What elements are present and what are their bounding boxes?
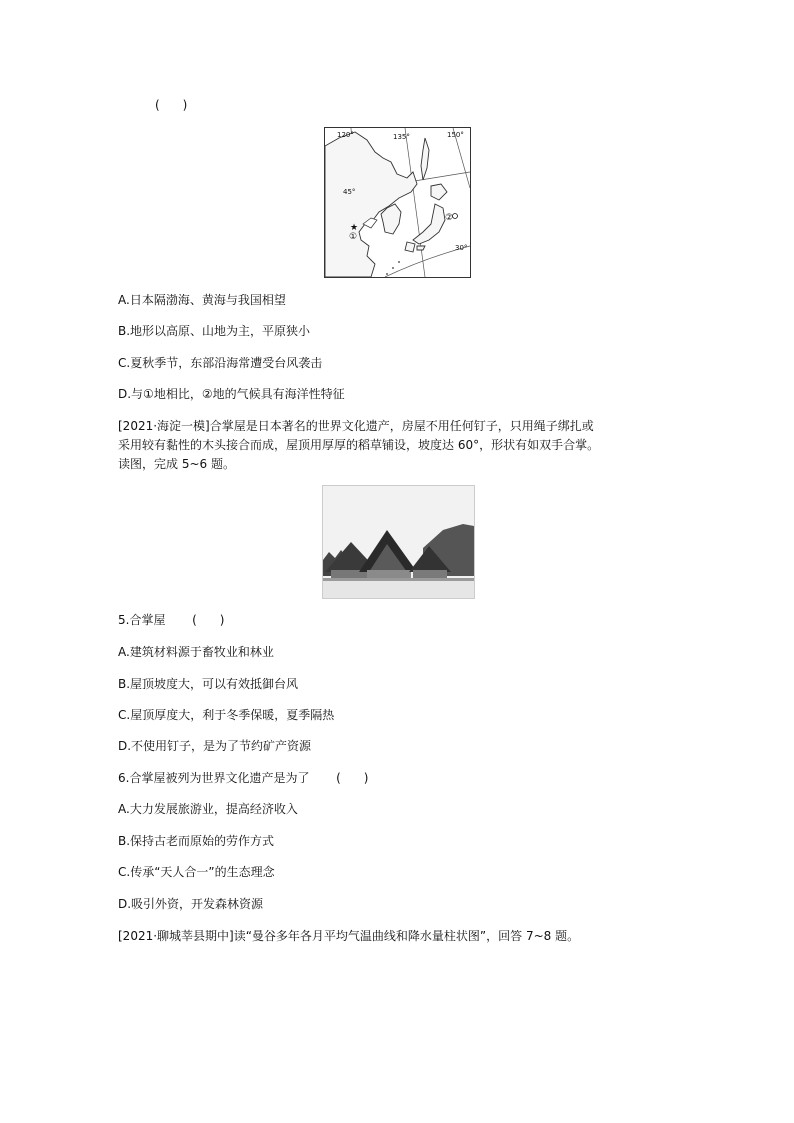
intro-7-8: [2021·聊城莘县期中]读“曼谷多年各月平均气温曲线和降水量柱状图”，回答 7~8 题。 — [118, 929, 580, 943]
q5-stem: 5.合掌屋 ( ) — [118, 613, 225, 627]
intro-5-6-line-3: 读图，完成 5~6 题。 — [118, 457, 235, 471]
sakhalin-island — [421, 138, 429, 180]
photo-svg — [323, 486, 474, 598]
lon-label-135: 135° — [393, 133, 410, 141]
q5-option-a: A.建筑材料源于畜牧业和林业 — [118, 645, 274, 659]
shikoku-island — [417, 246, 425, 250]
lat-label-30: 30° — [455, 244, 468, 252]
q6-option-c: C.传承“天人合一”的生态理念 — [118, 865, 275, 879]
east-asia-map — [324, 127, 471, 278]
ryukyu-island — [392, 267, 394, 269]
kyushu-island — [405, 242, 415, 252]
q5-option-b: B.屋顶坡度大，可以有效抵御台风 — [118, 677, 299, 691]
ryukyu-island — [398, 261, 400, 263]
map-svg — [325, 128, 470, 277]
graticule-line — [405, 128, 425, 277]
lon-label-120: 120° — [337, 131, 354, 139]
q4-option-b: B.地形以高原、山地为主，平原狭小 — [118, 324, 311, 338]
gassho-house-photo — [322, 485, 475, 599]
q6-option-d: D.吸引外资，开发森林资源 — [118, 897, 264, 911]
q4-option-d: D.与①地相比，②地的气候具有海洋性特征 — [118, 387, 345, 401]
point-marker-2 — [453, 214, 458, 219]
ground — [323, 580, 474, 598]
intro-5-6-line-1: [2021·海淀一模]合掌屋是日本著名的世界文化遗产，房屋不用任何钉子，只用绳子绑扎或 — [118, 419, 594, 433]
q6-option-a: A.大力发展旅游业，提高经济收入 — [118, 802, 298, 816]
q4-option-c: C.夏秋季节，东部沿海常遭受台风袭击 — [118, 356, 323, 370]
q4-answer-bracket: ( ) — [155, 98, 188, 112]
mainland-coastline — [325, 132, 417, 277]
point-label-1: ① — [349, 232, 358, 242]
ryukyu-island — [386, 273, 388, 275]
lat-label-45: 45° — [343, 188, 356, 196]
lon-label-150: 150° — [447, 131, 464, 139]
intro-5-6-line-2: 采用较有黏性的木头接合而成，屋顶用厚厚的稻草铺设，坡度达 60°，形状有如双手合掌。 — [118, 438, 600, 452]
ground-shadow — [323, 578, 474, 581]
q5-option-c: C.屋顶厚度大，利于冬季保暖，夏季隔热 — [118, 708, 335, 722]
q6-stem: 6.合掌屋被列为世界文化遗产是为了 ( ) — [118, 771, 369, 785]
hokkaido-island — [431, 184, 447, 200]
capital-star-icon: ★ — [350, 223, 359, 233]
point-label-2: ② — [445, 213, 454, 223]
q4-option-a: A.日本隔渤海、黄海与我国相望 — [118, 293, 286, 307]
q5-option-d: D.不使用钉子，是为了节约矿产资源 — [118, 739, 312, 753]
q6-option-b: B.保持古老而原始的劳作方式 — [118, 834, 275, 848]
